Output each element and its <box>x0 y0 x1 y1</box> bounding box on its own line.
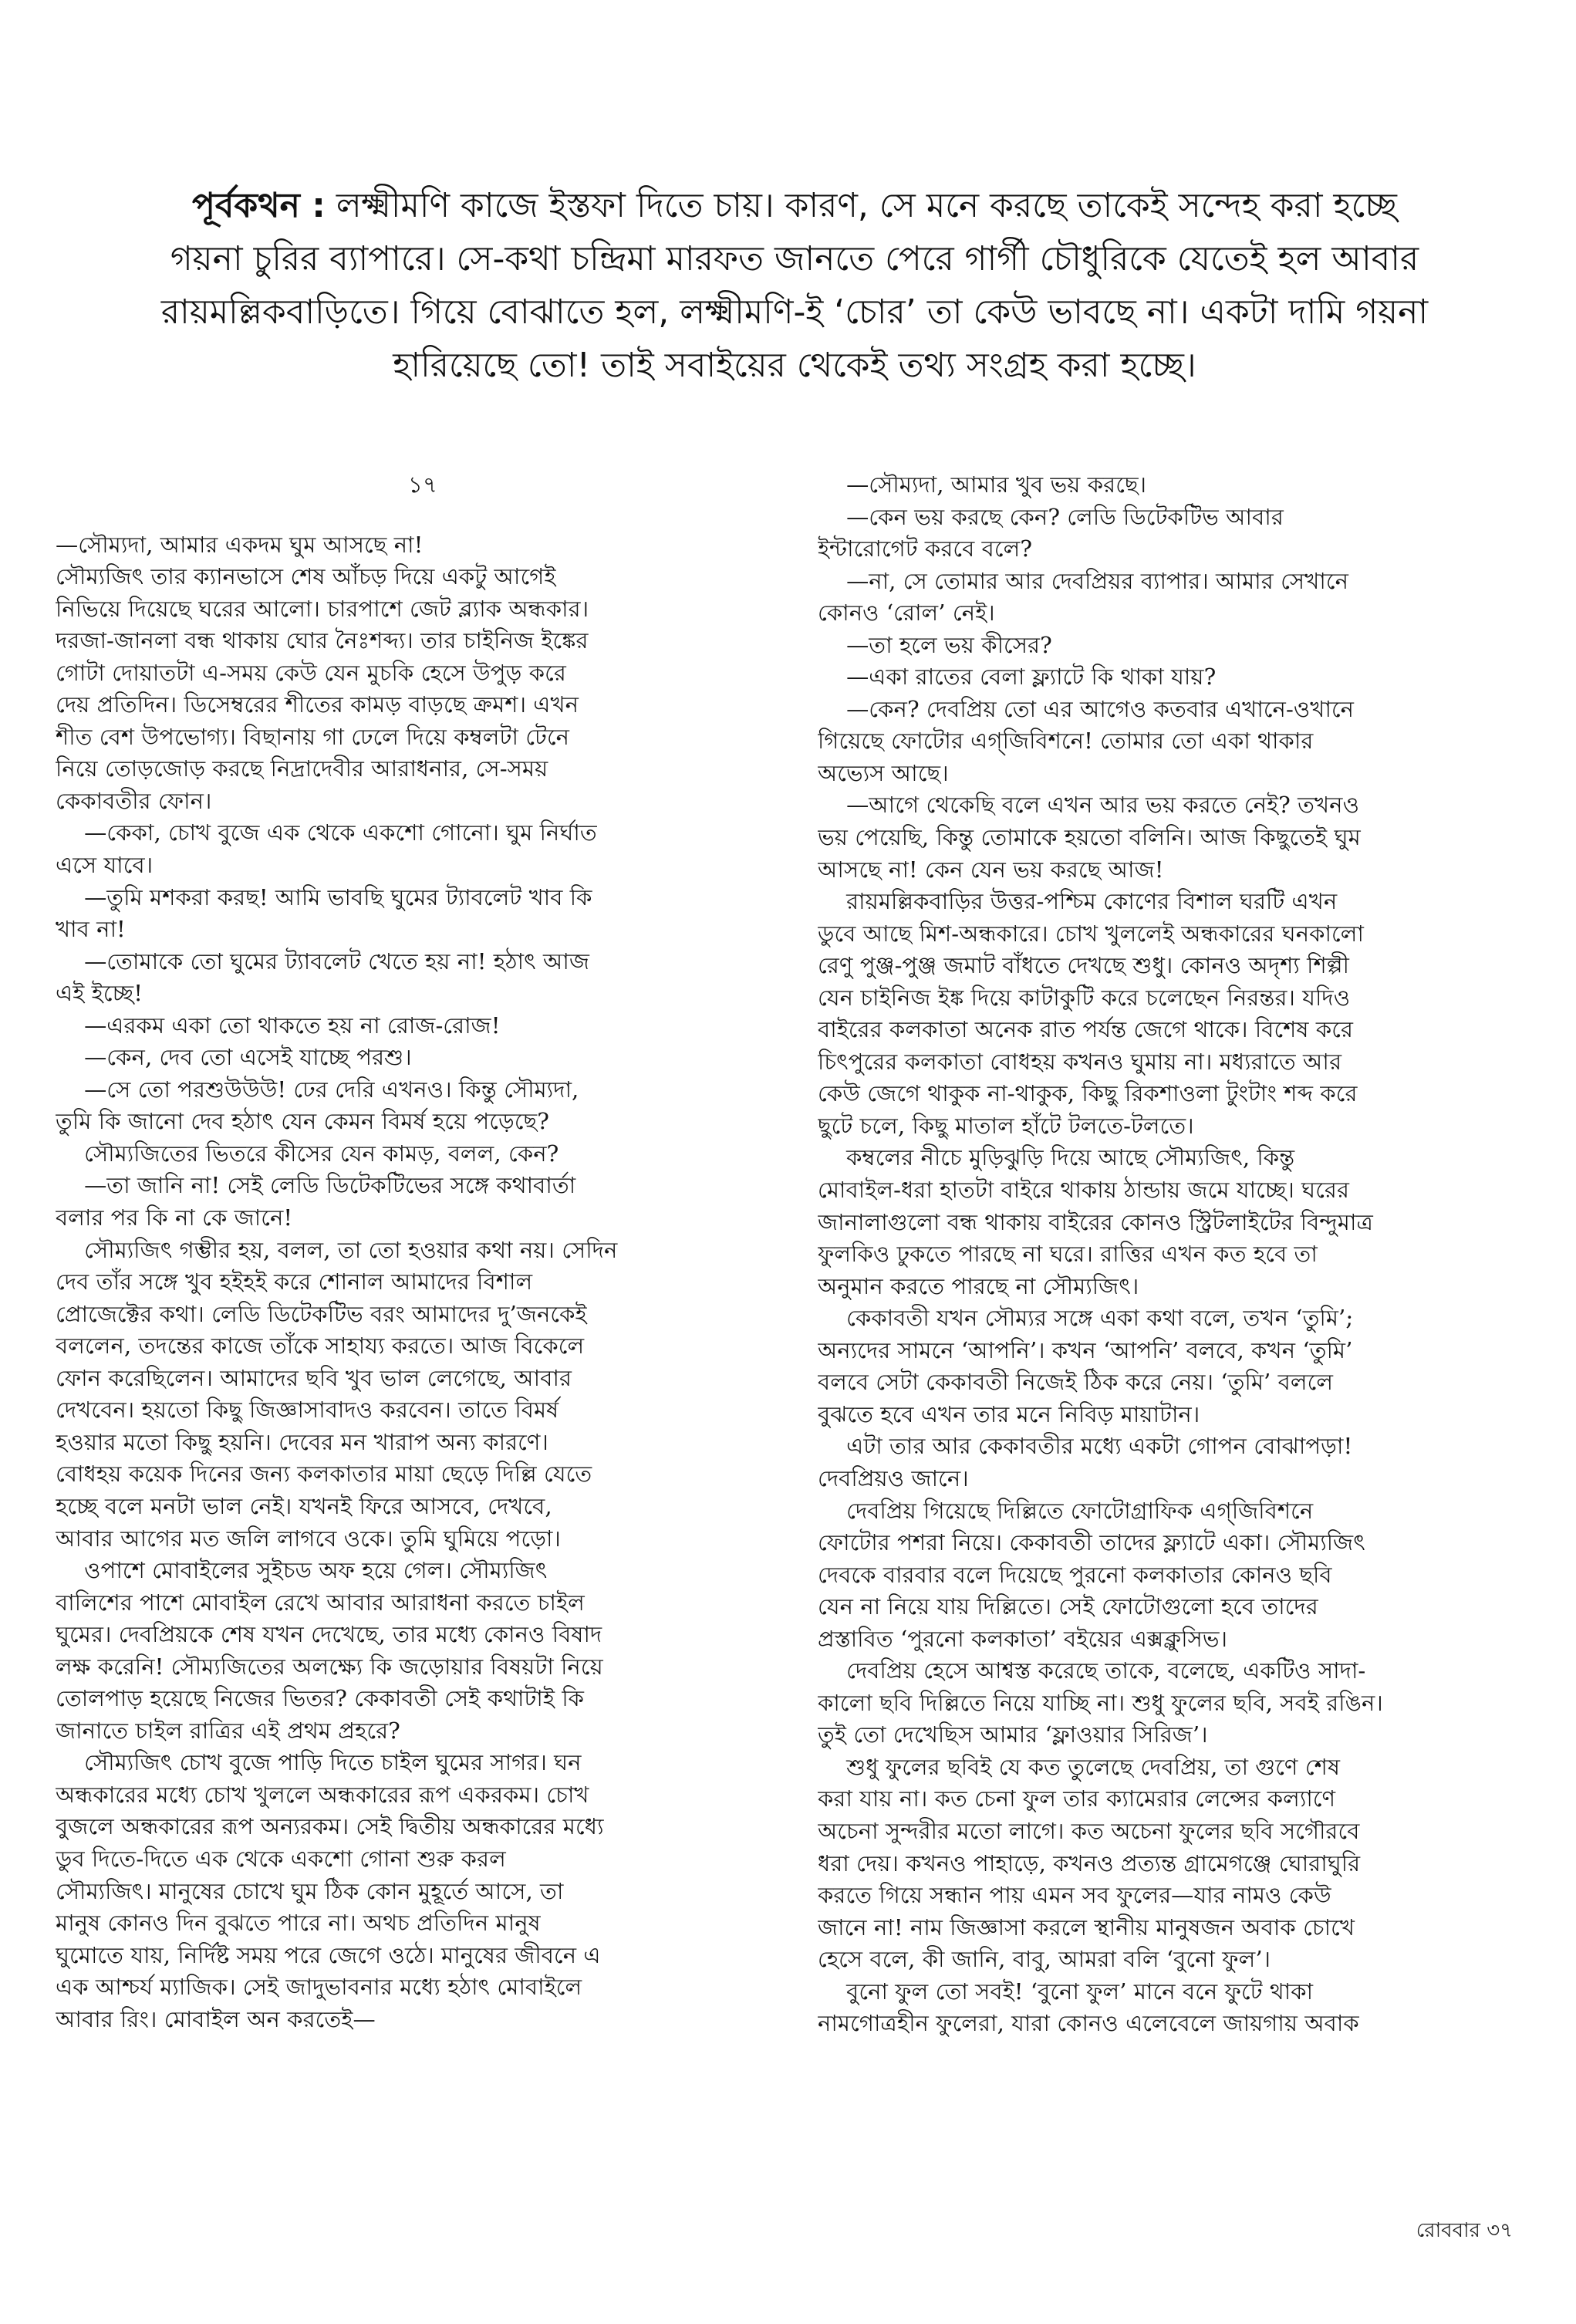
text-line: ছুটে চলে, কিছু মাতাল হাঁটে টলতে-টলতে। <box>818 1112 1194 1139</box>
text-line: ধরা দেয়। কখনও পাহাড়ে, কখনও প্রত্যন্ত গ্রামেগঞ্জে ঘোরাঘুরি <box>818 1849 1361 1876</box>
recap-text: লক্ষ্মীমণি কাজে ইস্তফা দিতে চায়। কারণ, সে মনে করছে তাকেই সন্দেহ করা হচ্ছে গয়না চুরির ব্যাপারে। সে-কথা চন্দ্রিমা মারফত জানতে পেরে গার্গী চৌধুরিকে যেতেই হল আবার রায়মল্লিকবাড়িতে। গিয়ে বোঝাতে হল, লক্ষ্মীমণি-ই ‘চোর’ তা কেউ ভাবছে না। একটা দামি গয়না হারিয়েছে তো! তাই সবাইয়ের থেকেই তথ্য সংগ্রহ করা হচ্ছে। <box>160 186 1429 385</box>
text-line: দরজা-জানলা বন্ধ থাকায় ঘোর নৈঃশব্দ্য। তার চাইনিজ ইঙ্কের <box>56 627 589 654</box>
text-line: রায়মল্লিকবাড়ির উত্তর-পশ্চিম কোণের বিশাল ঘরটি এখন <box>818 888 1338 915</box>
text-line: আসছে না! কেন যেন ভয় করছে আজ! <box>818 856 1164 883</box>
text-line: বুঝতে হবে এখন তার মনে নিবিড় মায়াটান। <box>818 1400 1200 1427</box>
text-line: বলার পর কি না কে জানে! <box>56 1204 293 1231</box>
text-line: নামগোত্রহীন ফুলেরা, যারা কোনও এলেবেলে জায়গায় অবাক <box>818 2010 1359 2037</box>
text-line: দেয় প্রতিদিন। ডিসেম্বরের শীতের কামড় বাড়ছে ক্রমশ। এখন <box>56 691 579 718</box>
text-line: আবার আগের মত জলি লাগবে ওকে। তুমি ঘুমিয়ে পড়ো। <box>56 1525 561 1552</box>
text-line: গিয়েছে ফোটোর এগ্‌জিবিশনে! তোমার তো একা থাকার <box>818 728 1314 755</box>
text-line: —সে তো পরশুউউউ! ঢের দেরি এখনও। কিন্তু সৌম্যদা, <box>56 1076 579 1103</box>
text-line: সৌম্যজিৎ গম্ভীর হয়, বলল, তা তো হওয়ার কথা নয়। সেদিন <box>56 1236 618 1263</box>
text-line: হওয়ার মতো কিছু হয়নি। দেবের মন খারাপ অন্য কারণে। <box>56 1428 548 1455</box>
text-line: কালো ছবি দিল্লিতে নিয়ে যাচ্ছি না। শুধু ফুলের ছবি, সবই রঙিন। <box>818 1689 1383 1716</box>
text-line: অচেনা সুন্দরীর মতো লাগে। কত অচেনা ফুলের ছবি সগৌরবে <box>818 1817 1360 1844</box>
text-line: কেকাবতী যখন সৌম্যর সঙ্গে একা কথা বলে, তখন ‘তুমি’; <box>818 1305 1354 1332</box>
text-line: করা যায় না। কত চেনা ফুল তার ক্যামেরার লেন্সের কল্যাণে <box>818 1785 1336 1812</box>
text-line: ডুব দিতে-দিতে এক থেকে একশো গোনা শুরু করল <box>56 1845 506 1872</box>
text-line: লক্ষ করেনি! সৌম্যজিতের অলক্ষ্যে কি জড়োয়ার বিষয়টা নিয়ে <box>56 1653 603 1680</box>
right-column-text <box>818 469 1521 2040</box>
text-line: ডুবে আছে মিশ-অন্ধকারে। চোখ খুললেই অন্ধকারের ঘনকালো <box>818 920 1364 947</box>
text-line: হচ্ছে বলে মনটা ভাল নেই। যখনই ফিরে আসবে, দেখবে, <box>56 1492 552 1519</box>
text-line: দেখবেন। হয়তো কিছু জিজ্ঞাসাবাদও করবেন। তাতে বিমর্ষ <box>56 1397 559 1424</box>
text-line: ফোন করেছিলেন। আমাদের ছবি খুব ভাল লেগেছে, আবার <box>56 1364 572 1391</box>
text-line: বুজলে অন্ধকারের রূপ অন্যরকম। সেই দ্বিতীয় অন্ধকারের মধ্যে <box>56 1813 604 1840</box>
text-line: এক আশ্চর্য ম্যাজিক। সেই জাদুভাবনার মধ্যে হঠাৎ মোবাইলে <box>56 1974 582 2001</box>
text-line: —তা জানি না! সেই লেডি ডিটেকটিভের সঙ্গে কথাবার্তা <box>56 1172 576 1199</box>
text-line: বললেন, তদন্তের কাজে তাঁকে সাহায্য করতে। আজ বিকেলে <box>56 1333 585 1360</box>
text-line: নিভিয়ে দিয়েছে ঘরের আলো। চারপাশে জেট ব্ল্যাক অন্ধকার। <box>56 595 589 622</box>
text-line: গোটা দোয়াতটা এ-সময় কেউ যেন মুচকি হেসে উপুড় করে <box>56 659 566 686</box>
text-line: এটা তার আর কেকাবতীর মধ্যে একটা গোপন বোঝাপড়া! <box>818 1433 1353 1460</box>
text-line: —কেন? দেবপ্রিয় তো এর আগেও কতবার এখানে-ওখানে <box>818 695 1355 722</box>
text-line: এসে যাবে। <box>56 852 154 879</box>
story-recap <box>158 179 1431 392</box>
text-line: অনুমান করতে পারছে না সৌম্যজিৎ। <box>818 1272 1139 1299</box>
left-column <box>56 469 759 2035</box>
text-line: নিয়ে তোড়জোড় করছে নিদ্রাদেবীর আরাধনার, সে-সময় <box>56 755 548 782</box>
text-line: যেন না নিয়ে যায় দিল্লিতে। সেই ফোটোগুলো হবে তাদের <box>818 1593 1318 1620</box>
text-line: সৌম্যজিতের ভিতরে কীসের যেন কামড়, বলল, কেন? <box>56 1140 559 1167</box>
text-line: দেবপ্রিয় হেসে আশ্বস্ত করেছে তাকে, বলেছে, একটিও সাদা- <box>818 1657 1366 1684</box>
text-line: সৌম্যজিৎ চোখ বুজে পাড়ি দিতে চাইল ঘুমের সাগর। ঘন <box>56 1749 582 1776</box>
text-line: মোবাইল-ধরা হাতটা বাইরে থাকায় ঠান্ডায় জমে যাচ্ছে। ঘরের <box>818 1177 1350 1204</box>
text-line: ঘুমোতে যায়, নির্দিষ্ট সময় পরে জেগে ওঠে। মানুষের জীবনে এ <box>56 1941 601 1968</box>
text-line: —সৌম্যদা, আমার একদম ঘুম আসছে না! <box>56 531 424 558</box>
text-line: তুমি কি জানো দেব হঠাৎ যেন কেমন বিমর্ষ হয়ে পড়েছে? <box>56 1108 549 1135</box>
text-line: অন্যদের সামনে ‘আপনি’। কখন ‘আপনি’ বলবে, কখন ‘তুমি’ <box>818 1336 1353 1363</box>
text-line: ফুলকিও ঢুকতে পারছে না ঘরে। রাত্তির এখন কত হবে তা <box>818 1241 1318 1268</box>
text-line: বুনো ফুল তো সবই! ‘বুনো ফুল’ মানে বনে ফুটে থাকা <box>818 1978 1314 2005</box>
text-line: শীত বেশ উপভোগ্য। বিছানায় গা ঢেলে দিয়ে কম্বলটা টেনে <box>56 723 570 750</box>
text-line: অন্ধকারের মধ্যে চোখ খুললে অন্ধকারের রূপ একরকম। চোখ <box>56 1781 589 1808</box>
text-line: সৌম্যজিৎ তার ক্যানভাসে শেষ আঁচড় দিয়ে একটু আগেই <box>56 563 556 590</box>
text-line: করতে গিয়ে সন্ধান পায় এমন সব ফুলের—যার নামও কেউ <box>818 1882 1331 1909</box>
recap-lead: পূর্বকথন : <box>192 186 326 225</box>
text-line: —সৌম্যদা, আমার খুব ভয় করছে। <box>818 471 1147 498</box>
text-line: কম্বলের নীচে মুড়িঝুড়ি দিয়ে আছে সৌম্যজিৎ, কিন্তু <box>818 1144 1295 1171</box>
text-line: —একা রাতের বেলা ফ্ল্যাটে কি থাকা যায়? <box>818 664 1217 691</box>
text-line: কেউ জেগে থাকুক না-থাকুক, কিছু রিকশাওলা টুংটাং শব্দ করে <box>818 1080 1358 1107</box>
text-line: এই ইচ্ছে! <box>56 980 143 1007</box>
text-line: —আগে থেকেছি বলে এখন আর ভয় করতে নেই? তখনও <box>818 792 1360 819</box>
text-line: আবার রিং। মোবাইল অন করতেই— <box>56 2005 376 2032</box>
text-line: মানুষ কোনও দিন বুঝতে পারে না। অথচ প্রতিদিন মানুষ <box>56 1910 541 1937</box>
text-line: ওপাশে মোবাইলের সুইচড অফ হয়ে গেল। সৌম্যজিৎ <box>56 1557 548 1584</box>
text-line: তুই তো দেখেছিস আমার ‘ফ্লাওয়ার সিরিজ’। <box>818 1721 1208 1748</box>
chapter-number: ১৭ <box>408 471 437 498</box>
text-line: দেবপ্রিয়ও জানে। <box>818 1464 969 1491</box>
text-line: —না, সে তোমার আর দেবপ্রিয়র ব্যাপার। আমার সেখানে <box>818 567 1348 594</box>
text-line: —তোমাকে তো ঘুমের ট্যাবলেট খেতে হয় না! হঠাৎ আজ <box>56 948 590 975</box>
text-line: বলবে সেটা কেকাবতী নিজেই ঠিক করে নেয়। ‘তুমি’ বললে <box>818 1369 1334 1396</box>
text-line: হেসে বলে, কী জানি, বাবু, আমরা বলি ‘বুনো ফুল’। <box>818 1946 1271 1973</box>
text-line: ঘুমের। দেবপ্রিয়কে শেষ যখন দেখেছে, তার মধ্যে কোনও বিষাদ <box>56 1621 602 1648</box>
right-column <box>818 469 1521 2040</box>
text-line: দেব তাঁর সঙ্গে খুব হইহই করে শোনাল আমাদের বিশাল <box>56 1268 533 1295</box>
text-line: ভয় পেয়েছি, কিন্তু তোমাকে হয়তো বলিনি। আজ কিছুতেই ঘুম <box>818 824 1361 851</box>
text-line: খাব না! <box>56 916 126 943</box>
text-line: অভ্যেস আছে। <box>818 759 949 786</box>
text-line: জানাতে চাইল রাত্রির এই প্রথম প্রহরে? <box>56 1717 400 1744</box>
text-line: দেবপ্রিয় গিয়েছে দিল্লিতে ফোটোগ্রাফিক এগ্‌জিবিশনে <box>818 1497 1314 1524</box>
text-line: —কেন, দেব তো এসেই যাচ্ছে পরশু। <box>56 1044 412 1071</box>
text-line: ইন্টারোগেট করবে বলে? <box>818 535 1032 562</box>
text-line: প্রোজেক্টের কথা। লেডি ডিটেকটিভ বরং আমাদের দু’জনকেই <box>56 1300 587 1327</box>
text-line: চিৎপুরের কলকাতা বোধহয় কখনও ঘুমায় না। মধ্যরাতে আর <box>818 1048 1342 1075</box>
page-folio: রোববার ৩৭ <box>1416 2219 1513 2242</box>
left-column-text <box>56 529 759 2036</box>
text-line: বোধহয় কয়েক দিনের জন্য কলকাতার মায়া ছেড়ে দিল্লি যেতে <box>56 1461 592 1488</box>
text-line: জানালাগুলো বন্ধ থাকায় বাইরের কোনও স্ট্রিটলাইটের বিন্দুমাত্র <box>818 1208 1373 1235</box>
text-line: প্রস্তাবিত ‘পুরনো কলকাতা’ বইয়ের এক্সক্লুসিভ। <box>818 1625 1228 1652</box>
text-line: শুধু ফুলের ছবিই যে কত তুলেছে দেবপ্রিয়, তা গুণে শেষ <box>818 1753 1341 1780</box>
text-line: —তা হলে ভয় কীসের? <box>818 631 1052 658</box>
text-line: যেন চাইনিজ ইঙ্ক দিয়ে কাটাকুটি করে চলেছেন নিরন্তর। যদিও <box>818 984 1351 1011</box>
text-line: —কেন ভয় করছে কেন? লেডি ডিটেকটিভ আবার <box>818 503 1284 530</box>
text-line: ফোটোর পশরা নিয়ে। কেকাবতী তাদের ফ্ল্যাটে একা। সৌম্যজিৎ <box>818 1529 1365 1556</box>
text-line: তোলপাড় হয়েছে নিজের ভিতর? কেকাবতী সেই কথাটাই কি <box>56 1685 585 1712</box>
text-line: —কেকা, চোখ বুজে এক থেকে একশো গোনো। ঘুম নির্ঘাত <box>56 819 597 846</box>
text-line: —তুমি মশকরা করছ! আমি ভাবছি ঘুমের ট্যাবলেট খাব কি <box>56 883 592 910</box>
text-line: বাইরের কলকাতা অনেক রাত পর্যন্ত জেগে থাকে। বিশেষ করে <box>818 1016 1354 1043</box>
text-line: —এরকম একা তো থাকতে হয় না রোজ-রোজ! <box>56 1012 501 1039</box>
text-line: বালিশের পাশে মোবাইল রেখে আবার আরাধনা করতে চাইল <box>56 1589 585 1616</box>
text-line: কেকাবতীর ফোন। <box>56 787 212 814</box>
text-line: জানে না! নাম জিজ্ঞাসা করলে স্থানীয় মানুষজন অবাক চোখে <box>818 1914 1355 1941</box>
text-line: সৌম্যজিৎ। মানুষের চোখে ঘুম ঠিক কোন মুহূর্তে আসে, তা <box>56 1877 564 1904</box>
text-line: রেণু পুঞ্জ-পুঞ্জ জমাট বাঁধতে দেখছে শুধু। কোনও অদৃশ্য শিল্পী <box>818 952 1349 979</box>
text-line: দেবকে বারবার বলে দিয়েছে পুরনো কলকাতার কোনও ছবি <box>818 1561 1332 1588</box>
text-line: কোনও ‘রোল’ নেই। <box>818 600 995 627</box>
